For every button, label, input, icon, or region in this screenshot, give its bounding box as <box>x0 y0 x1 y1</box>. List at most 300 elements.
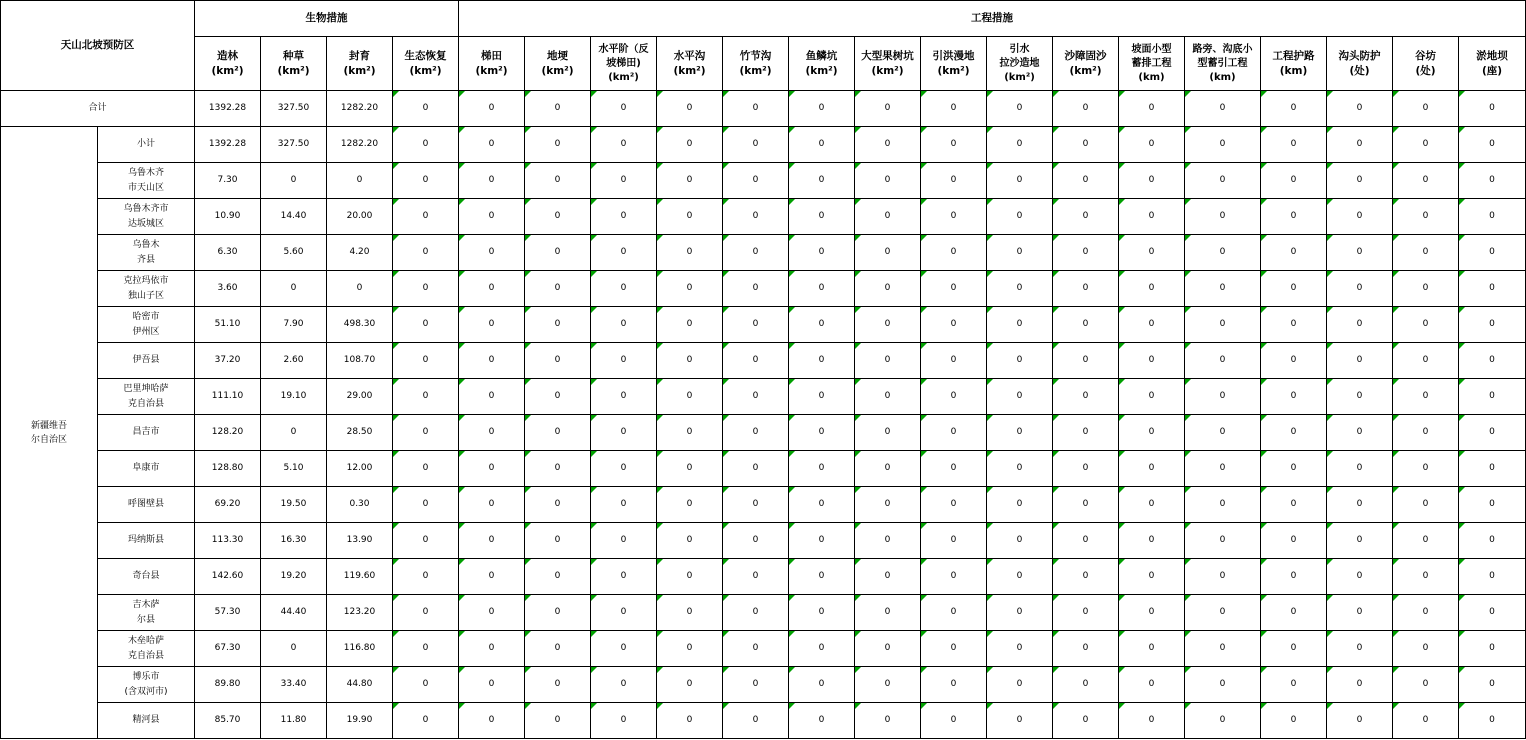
value-cell: 0 <box>393 235 459 271</box>
table-row <box>1 199 1526 235</box>
value-cell: 0 <box>1393 91 1459 127</box>
value-cell: 0 <box>657 703 723 739</box>
value-cell: 0 <box>723 415 789 451</box>
value-cell: 14.40 <box>261 199 327 235</box>
text-line: 乌鲁木齐市 <box>123 203 169 214</box>
value-cell: 0 <box>789 559 855 595</box>
value-cell: 0 <box>1393 451 1459 487</box>
value-cell: 0 <box>1185 595 1261 631</box>
value-cell: 0 <box>1459 451 1526 487</box>
value-cell: 0 <box>393 91 459 127</box>
text-line: 克自治县 <box>127 398 164 409</box>
value-cell: 0 <box>1119 271 1185 307</box>
value-cell: 0 <box>1327 379 1393 415</box>
value-cell: 0 <box>1459 163 1526 199</box>
text-line: 拉沙造地 <box>999 57 1040 69</box>
value-cell: 0 <box>459 199 525 235</box>
value-cell: 0 <box>789 487 855 523</box>
value-cell: 0 <box>855 199 921 235</box>
value-cell: 0 <box>525 307 591 343</box>
row-label <box>98 127 195 163</box>
value-cell: 0 <box>1119 667 1185 703</box>
value-cell: 0 <box>921 631 987 667</box>
value-cell: 0 <box>1185 415 1261 451</box>
table-row <box>1 451 1526 487</box>
table-row <box>1 703 1526 739</box>
value-cell: 0 <box>591 127 657 163</box>
value-cell: 0 <box>459 127 525 163</box>
value-cell: 0 <box>1327 667 1393 703</box>
text-line: 克自治县 <box>127 650 164 661</box>
value-cell: 0 <box>591 343 657 379</box>
value-cell: 0 <box>987 631 1053 667</box>
value-cell: 0 <box>789 199 855 235</box>
column-header <box>657 37 723 91</box>
value-cell: 0 <box>393 199 459 235</box>
value-cell: 0 <box>1119 523 1185 559</box>
row-label <box>98 271 195 307</box>
value-cell: 0 <box>789 703 855 739</box>
value-cell: 111.10 <box>195 379 261 415</box>
value-cell: 0 <box>1119 307 1185 343</box>
value-cell: 12.00 <box>327 451 393 487</box>
text-line: 种草 <box>283 49 304 62</box>
value-cell: 0 <box>1119 559 1185 595</box>
value-cell: 0 <box>1261 199 1327 235</box>
value-cell: 0 <box>789 631 855 667</box>
value-cell: 0 <box>591 523 657 559</box>
row-label <box>98 163 195 199</box>
value-cell: 0 <box>1185 271 1261 307</box>
value-cell: 0 <box>1459 667 1526 703</box>
text-line: 淤地坝 <box>1476 49 1508 62</box>
value-cell: 0 <box>1393 487 1459 523</box>
text-line: 玛纳斯县 <box>127 535 164 545</box>
value-cell: 0 <box>855 235 921 271</box>
text-line: (处) <box>1349 64 1370 77</box>
value-cell: 0 <box>1053 559 1119 595</box>
column-header <box>261 37 327 91</box>
column-header-row <box>1 37 1526 91</box>
value-cell: 0 <box>1261 235 1327 271</box>
value-cell: 0 <box>1393 595 1459 631</box>
value-cell: 0 <box>393 163 459 199</box>
value-cell: 0 <box>1053 163 1119 199</box>
text-line: 蓄排工程 <box>1131 57 1172 69</box>
value-cell: 0 <box>789 667 855 703</box>
text-line: 竹节沟 <box>739 49 772 62</box>
table-row <box>1 235 1526 271</box>
table-row <box>1 667 1526 703</box>
value-cell: 128.80 <box>195 451 261 487</box>
value-cell: 113.30 <box>195 523 261 559</box>
value-cell: 0 <box>789 343 855 379</box>
value-cell: 0 <box>987 199 1053 235</box>
value-cell: 0 <box>393 523 459 559</box>
value-cell: 142.60 <box>195 559 261 595</box>
row-label <box>98 235 195 271</box>
value-cell: 0 <box>1393 667 1459 703</box>
value-cell: 0 <box>393 271 459 307</box>
value-cell: 0 <box>459 343 525 379</box>
value-cell: 0 <box>657 163 723 199</box>
value-cell: 0 <box>1185 451 1261 487</box>
value-cell: 6.30 <box>195 235 261 271</box>
value-cell: 0 <box>657 415 723 451</box>
column-header <box>591 37 657 91</box>
value-cell: 0 <box>1185 343 1261 379</box>
value-cell: 89.80 <box>195 667 261 703</box>
value-cell: 0 <box>723 379 789 415</box>
value-cell: 0 <box>393 379 459 415</box>
value-cell: 0 <box>723 451 789 487</box>
text-line: 尔自治区 <box>30 434 67 445</box>
table-row <box>1 559 1526 595</box>
value-cell: 0 <box>921 667 987 703</box>
text-line: 乌鲁木 <box>132 239 160 250</box>
value-cell: 85.70 <box>195 703 261 739</box>
text-line: 阜康市 <box>132 463 160 473</box>
value-cell: 0 <box>789 271 855 307</box>
value-cell: 0 <box>1327 91 1393 127</box>
total-label: 合计 <box>1 91 195 127</box>
text-line: 水平阶（反 <box>598 43 649 55</box>
value-cell: 0 <box>525 127 591 163</box>
value-cell: 0 <box>1261 379 1327 415</box>
column-header <box>327 37 393 91</box>
value-cell: 51.10 <box>195 307 261 343</box>
table-row <box>1 379 1526 415</box>
row-label <box>98 631 195 667</box>
value-cell: 0 <box>723 271 789 307</box>
value-cell: 0 <box>657 127 723 163</box>
value-cell: 0 <box>723 631 789 667</box>
value-cell: 0 <box>987 127 1053 163</box>
text-line: 水平沟 <box>673 49 706 62</box>
value-cell: 0 <box>1261 163 1327 199</box>
value-cell: 0 <box>1327 343 1393 379</box>
value-cell: 0 <box>1459 91 1526 127</box>
value-cell: 2.60 <box>261 343 327 379</box>
value-cell: 0 <box>1327 127 1393 163</box>
value-cell: 0 <box>789 451 855 487</box>
value-cell: 0 <box>1327 271 1393 307</box>
value-cell: 67.30 <box>195 631 261 667</box>
value-cell: 0 <box>1185 199 1261 235</box>
text-line: (含双河市) <box>124 686 168 697</box>
value-cell: 0 <box>525 271 591 307</box>
value-cell: 0 <box>1261 271 1327 307</box>
value-cell: 0 <box>1119 415 1185 451</box>
value-cell: 0 <box>1261 631 1327 667</box>
text-line: (km) <box>1279 64 1308 77</box>
value-cell: 0 <box>1393 343 1459 379</box>
value-cell: 0 <box>1119 595 1185 631</box>
value-cell: 0 <box>987 415 1053 451</box>
value-cell: 0 <box>1459 415 1526 451</box>
value-cell: 0 <box>459 631 525 667</box>
text-line: (km²) <box>541 64 574 77</box>
value-cell: 0 <box>1327 307 1393 343</box>
value-cell: 0 <box>393 667 459 703</box>
row-label <box>98 199 195 235</box>
value-cell: 0 <box>921 343 987 379</box>
text-line: (km²) <box>211 64 244 77</box>
column-header <box>855 37 921 91</box>
text-line: 大型果树坑 <box>861 49 914 62</box>
value-cell: 0 <box>1185 703 1261 739</box>
region-label <box>1 127 98 739</box>
value-cell: 0 <box>525 631 591 667</box>
value-cell: 0 <box>1261 487 1327 523</box>
value-cell: 0 <box>723 199 789 235</box>
value-cell: 0 <box>1327 703 1393 739</box>
value-cell: 0 <box>1185 163 1261 199</box>
value-cell: 0 <box>459 415 525 451</box>
value-cell: 0 <box>1053 667 1119 703</box>
value-cell: 37.20 <box>195 343 261 379</box>
value-cell: 0 <box>1393 415 1459 451</box>
value-cell: 0 <box>855 559 921 595</box>
value-cell: 0 <box>393 595 459 631</box>
value-cell: 0 <box>1185 307 1261 343</box>
value-cell: 5.60 <box>261 235 327 271</box>
value-cell: 0 <box>1119 91 1185 127</box>
value-cell: 0 <box>591 307 657 343</box>
text-line: (km²) <box>1004 71 1035 83</box>
value-cell: 0 <box>1119 343 1185 379</box>
value-cell: 0 <box>327 163 393 199</box>
value-cell: 0 <box>723 127 789 163</box>
value-cell: 0 <box>525 379 591 415</box>
column-header <box>1261 37 1327 91</box>
value-cell: 0 <box>327 271 393 307</box>
column-header <box>195 37 261 91</box>
value-cell: 0 <box>657 451 723 487</box>
value-cell: 0 <box>261 163 327 199</box>
value-cell: 10.90 <box>195 199 261 235</box>
value-cell: 0 <box>591 559 657 595</box>
value-cell: 0 <box>657 631 723 667</box>
value-cell: 0 <box>1053 235 1119 271</box>
text-line: 坡梯田) <box>606 57 641 69</box>
table-row <box>1 343 1526 379</box>
text-line: (km²) <box>805 64 838 77</box>
value-cell: 0 <box>987 559 1053 595</box>
value-cell: 0 <box>921 271 987 307</box>
row-label <box>98 523 195 559</box>
value-cell: 0 <box>855 631 921 667</box>
value-cell: 0 <box>1053 631 1119 667</box>
value-cell: 0 <box>1393 379 1459 415</box>
value-cell: 0 <box>393 703 459 739</box>
text-line: 伊州区 <box>132 326 160 337</box>
value-cell: 0 <box>591 415 657 451</box>
text-line: 市天山区 <box>127 182 164 193</box>
value-cell: 0 <box>1185 559 1261 595</box>
value-cell: 0 <box>1053 487 1119 523</box>
value-cell: 0 <box>459 559 525 595</box>
value-cell: 0 <box>1119 163 1185 199</box>
value-cell: 0 <box>261 631 327 667</box>
value-cell: 0 <box>657 199 723 235</box>
value-cell: 0 <box>459 379 525 415</box>
value-cell: 0 <box>1261 523 1327 559</box>
text-line: 沟头防护 <box>1338 49 1381 62</box>
column-header <box>1327 37 1393 91</box>
value-cell: 0 <box>657 343 723 379</box>
value-cell: 0 <box>855 595 921 631</box>
group-header-eng: 工程措施 <box>459 1 1526 37</box>
table-row <box>1 595 1526 631</box>
value-cell: 128.20 <box>195 415 261 451</box>
value-cell: 0 <box>1327 415 1393 451</box>
value-cell: 11.80 <box>261 703 327 739</box>
value-cell: 116.80 <box>327 631 393 667</box>
value-cell: 1392.28 <box>195 91 261 127</box>
value-cell: 0 <box>1261 667 1327 703</box>
value-cell: 0 <box>657 379 723 415</box>
text-line: 引水 <box>1009 43 1030 55</box>
column-header <box>1119 37 1185 91</box>
value-cell: 0 <box>657 271 723 307</box>
value-cell: 123.20 <box>327 595 393 631</box>
value-cell: 0 <box>1459 343 1526 379</box>
column-header <box>459 37 525 91</box>
value-cell: 0 <box>591 451 657 487</box>
text-line: 新疆维吾 <box>30 420 67 431</box>
value-cell: 0 <box>855 415 921 451</box>
value-cell: 0 <box>1053 307 1119 343</box>
value-cell: 0 <box>525 595 591 631</box>
value-cell: 0 <box>855 451 921 487</box>
value-cell: 0 <box>1459 487 1526 523</box>
value-cell: 0 <box>525 487 591 523</box>
text-line: 达坂城区 <box>127 218 164 229</box>
value-cell: 0 <box>591 271 657 307</box>
text-line: (km²) <box>608 71 639 83</box>
row-label <box>98 343 195 379</box>
value-cell: 0 <box>723 235 789 271</box>
text-line: 型蓄引工程 <box>1197 57 1248 69</box>
value-cell: 0 <box>921 379 987 415</box>
value-cell: 0 <box>855 271 921 307</box>
value-cell: 0 <box>1053 523 1119 559</box>
value-cell: 0 <box>1261 91 1327 127</box>
row-label <box>98 379 195 415</box>
value-cell: 0 <box>525 451 591 487</box>
value-cell: 19.50 <box>261 487 327 523</box>
value-cell: 0 <box>1261 343 1327 379</box>
value-cell: 0 <box>789 523 855 559</box>
text-line: (km²) <box>871 64 904 77</box>
value-cell: 0 <box>459 235 525 271</box>
value-cell: 0 <box>657 91 723 127</box>
value-cell: 0 <box>921 523 987 559</box>
value-cell: 0 <box>1459 379 1526 415</box>
value-cell: 0 <box>1119 703 1185 739</box>
table-row <box>1 631 1526 667</box>
value-cell: 0 <box>921 487 987 523</box>
value-cell: 0 <box>1119 487 1185 523</box>
value-cell: 0 <box>1053 379 1119 415</box>
group-header-row <box>1 1 1526 37</box>
value-cell: 0 <box>1053 703 1119 739</box>
value-cell: 0 <box>1261 127 1327 163</box>
value-cell: 0 <box>261 415 327 451</box>
text-line: 木垒哈萨 <box>127 635 164 646</box>
value-cell: 0 <box>789 91 855 127</box>
value-cell: 0 <box>1053 199 1119 235</box>
value-cell: 0 <box>1459 595 1526 631</box>
value-cell: 0 <box>987 343 1053 379</box>
value-cell: 0 <box>591 379 657 415</box>
value-cell: 0 <box>1393 199 1459 235</box>
value-cell: 0 <box>921 559 987 595</box>
value-cell: 0 <box>459 451 525 487</box>
value-cell: 0 <box>987 379 1053 415</box>
value-cell: 0 <box>591 199 657 235</box>
text-line: 造林 <box>217 49 238 62</box>
text-line: (处) <box>1415 64 1436 77</box>
value-cell: 0 <box>1119 235 1185 271</box>
value-cell: 0 <box>1327 235 1393 271</box>
value-cell: 0 <box>1393 523 1459 559</box>
value-cell: 0 <box>1459 307 1526 343</box>
value-cell: 16.30 <box>261 523 327 559</box>
value-cell: 0 <box>393 559 459 595</box>
value-cell: 0 <box>525 343 591 379</box>
text-line: (km²) <box>475 64 508 77</box>
table-row <box>1 523 1526 559</box>
value-cell: 0 <box>921 127 987 163</box>
value-cell: 0 <box>591 163 657 199</box>
value-cell: 0 <box>987 667 1053 703</box>
table-row <box>1 163 1526 199</box>
value-cell: 327.50 <box>261 127 327 163</box>
value-cell: 0 <box>987 523 1053 559</box>
value-cell: 0 <box>657 595 723 631</box>
text-line: (km²) <box>277 64 310 77</box>
value-cell: 0 <box>1261 559 1327 595</box>
value-cell: 0 <box>459 307 525 343</box>
value-cell: 7.30 <box>195 163 261 199</box>
value-cell: 0 <box>459 523 525 559</box>
table-row <box>1 415 1526 451</box>
text-line: (km²) <box>343 64 376 77</box>
text-line: 地埂 <box>547 49 568 62</box>
row-label <box>98 595 195 631</box>
value-cell: 0 <box>987 271 1053 307</box>
value-cell: 0 <box>921 307 987 343</box>
value-cell: 108.70 <box>327 343 393 379</box>
table-row <box>1 271 1526 307</box>
value-cell: 0 <box>525 235 591 271</box>
value-cell: 0 <box>393 127 459 163</box>
text-line: 巴里坤哈萨 <box>123 383 169 394</box>
value-cell: 0 <box>921 451 987 487</box>
value-cell: 0 <box>789 235 855 271</box>
column-header <box>723 37 789 91</box>
value-cell: 0 <box>1459 271 1526 307</box>
value-cell: 0 <box>723 559 789 595</box>
column-header <box>1185 37 1261 91</box>
value-cell: 1282.20 <box>327 127 393 163</box>
value-cell: 0 <box>987 487 1053 523</box>
value-cell: 0 <box>855 307 921 343</box>
value-cell: 0 <box>987 307 1053 343</box>
value-cell: 0 <box>855 163 921 199</box>
